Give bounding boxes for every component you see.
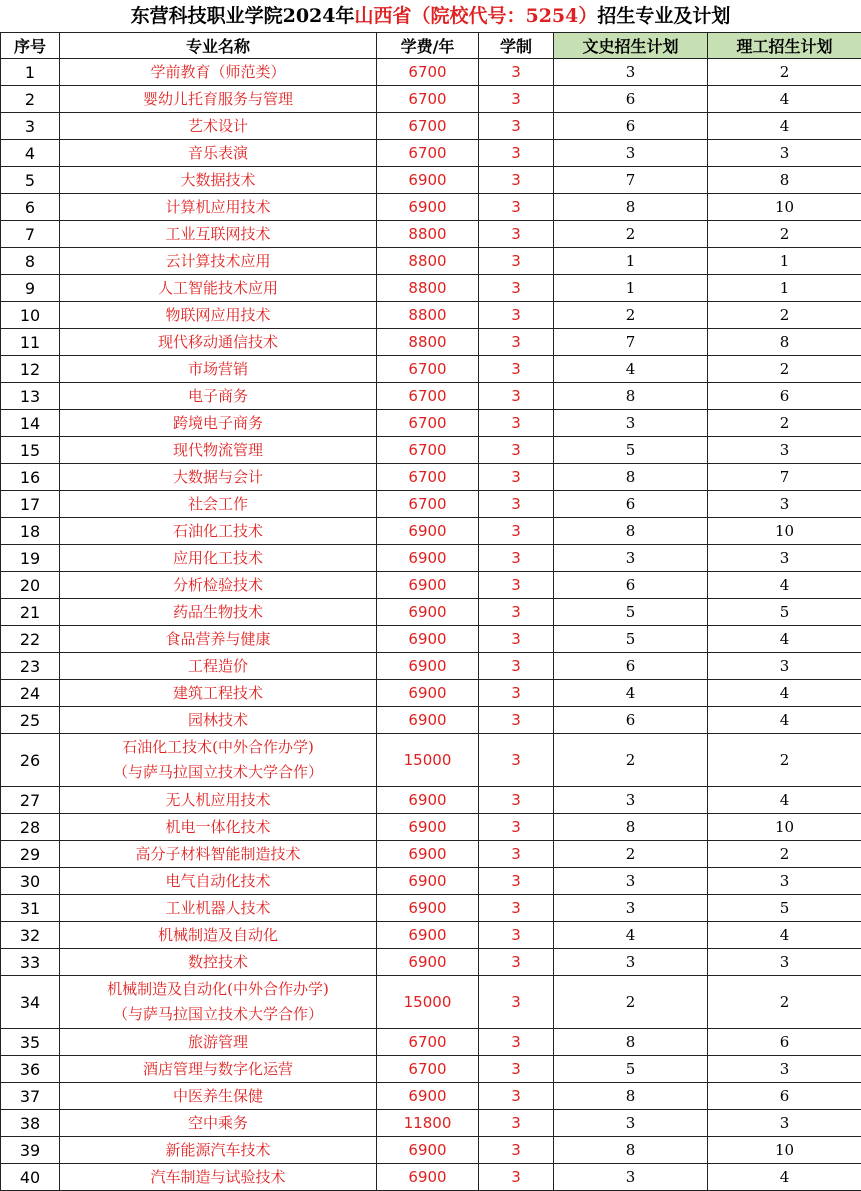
cell-fee: 6900 xyxy=(377,680,479,707)
cell-seq: 35 xyxy=(1,1029,60,1056)
cell-major-name: 工业互联网技术 xyxy=(60,221,377,248)
cell-seq: 11 xyxy=(1,329,60,356)
title-part-province: 山西省（院校代号：5254） xyxy=(354,5,597,27)
cell-duration: 3 xyxy=(479,167,554,194)
cell-ligong-plan: 4 xyxy=(708,680,861,707)
cell-fee: 6900 xyxy=(377,1164,479,1191)
cell-duration: 3 xyxy=(479,814,554,841)
cell-ligong-plan: 1 xyxy=(708,248,861,275)
cell-major-name: 现代移动通信技术 xyxy=(60,329,377,356)
title-part-suffix: 招生专业及计划 xyxy=(597,5,730,27)
cell-ligong-plan: 3 xyxy=(708,949,861,976)
cell-major-name: 机电一体化技术 xyxy=(60,814,377,841)
table-body xyxy=(1,59,861,1191)
cell-fee: 6900 xyxy=(377,518,479,545)
cell-duration: 3 xyxy=(479,734,554,787)
cell-wenshi-plan: 6 xyxy=(554,491,708,518)
cell-duration: 3 xyxy=(479,949,554,976)
table-row xyxy=(1,194,861,221)
cell-wenshi-plan: 2 xyxy=(554,734,708,787)
cell-ligong-plan: 3 xyxy=(708,868,861,895)
table-row xyxy=(1,734,861,787)
cell-major-name: 婴幼儿托育服务与管理 xyxy=(60,86,377,113)
cell-duration: 3 xyxy=(479,221,554,248)
cell-fee: 6900 xyxy=(377,572,479,599)
cell-ligong-plan: 10 xyxy=(708,194,861,221)
table-row xyxy=(1,302,861,329)
cell-duration: 3 xyxy=(479,599,554,626)
cell-wenshi-plan: 4 xyxy=(554,356,708,383)
cell-wenshi-plan: 8 xyxy=(554,1137,708,1164)
cell-ligong-plan: 3 xyxy=(708,1110,861,1137)
cell-ligong-plan: 4 xyxy=(708,572,861,599)
cell-wenshi-plan: 8 xyxy=(554,518,708,545)
cell-fee: 6900 xyxy=(377,1083,479,1110)
cell-duration: 3 xyxy=(479,868,554,895)
cell-fee: 6900 xyxy=(377,626,479,653)
cell-seq: 14 xyxy=(1,410,60,437)
cell-fee: 8800 xyxy=(377,221,479,248)
cell-major-name: 市场营销 xyxy=(60,356,377,383)
header-row xyxy=(1,33,861,59)
cell-ligong-plan: 3 xyxy=(708,545,861,572)
cell-duration: 3 xyxy=(479,437,554,464)
cell-wenshi-plan: 3 xyxy=(554,140,708,167)
cell-major-name: 机械制造及自动化 xyxy=(60,922,377,949)
cell-seq: 36 xyxy=(1,1056,60,1083)
cell-ligong-plan: 3 xyxy=(708,140,861,167)
cell-major-name: 空中乘务 xyxy=(60,1110,377,1137)
cell-ligong-plan: 5 xyxy=(708,895,861,922)
cell-fee: 6900 xyxy=(377,949,479,976)
cell-seq: 13 xyxy=(1,383,60,410)
cell-fee: 15000 xyxy=(377,734,479,787)
cell-seq: 21 xyxy=(1,599,60,626)
cell-seq: 39 xyxy=(1,1137,60,1164)
cell-seq: 1 xyxy=(1,59,60,86)
table-row xyxy=(1,329,861,356)
cell-fee: 6700 xyxy=(377,437,479,464)
table-row xyxy=(1,1083,861,1110)
cell-wenshi-plan: 8 xyxy=(554,1029,708,1056)
cell-major-name: 园林技术 xyxy=(60,707,377,734)
cell-major-name: 大数据技术 xyxy=(60,167,377,194)
cell-wenshi-plan: 2 xyxy=(554,841,708,868)
cell-wenshi-plan: 5 xyxy=(554,599,708,626)
cell-ligong-plan: 3 xyxy=(708,437,861,464)
cell-duration: 3 xyxy=(479,707,554,734)
cell-wenshi-plan: 8 xyxy=(554,464,708,491)
table-row xyxy=(1,491,861,518)
cell-wenshi-plan: 4 xyxy=(554,922,708,949)
cell-duration: 3 xyxy=(479,895,554,922)
cell-major-name: 石油化工技术 xyxy=(60,518,377,545)
cell-fee: 6700 xyxy=(377,356,479,383)
cell-wenshi-plan: 6 xyxy=(554,707,708,734)
cell-seq: 24 xyxy=(1,680,60,707)
cell-major-name: 药品生物技术 xyxy=(60,599,377,626)
cell-major-name: 汽车制造与试验技术 xyxy=(60,1164,377,1191)
table-row xyxy=(1,895,861,922)
cell-wenshi-plan: 1 xyxy=(554,248,708,275)
cell-major-name: 学前教育（师范类） xyxy=(60,59,377,86)
cell-seq: 37 xyxy=(1,1083,60,1110)
cell-wenshi-plan: 3 xyxy=(554,410,708,437)
cell-major-name: 中医养生保健 xyxy=(60,1083,377,1110)
header-fee: 学费/年 xyxy=(377,33,479,59)
cell-major-name: 食品营养与健康 xyxy=(60,626,377,653)
header-wenshi-plan: 文史招生计划 xyxy=(554,33,708,59)
cell-duration: 3 xyxy=(479,572,554,599)
major-name-line: 机械制造及自动化(中外合作办学) xyxy=(60,977,376,1002)
cell-seq: 32 xyxy=(1,922,60,949)
table-row xyxy=(1,814,861,841)
table-row xyxy=(1,653,861,680)
cell-ligong-plan: 2 xyxy=(708,302,861,329)
cell-ligong-plan: 4 xyxy=(708,113,861,140)
table-row xyxy=(1,275,861,302)
cell-duration: 3 xyxy=(479,140,554,167)
cell-seq: 34 xyxy=(1,976,60,1029)
cell-wenshi-plan: 4 xyxy=(554,680,708,707)
cell-major-name: 云计算技术应用 xyxy=(60,248,377,275)
cell-duration: 3 xyxy=(479,248,554,275)
cell-ligong-plan: 2 xyxy=(708,734,861,787)
cell-fee: 6700 xyxy=(377,113,479,140)
cell-ligong-plan: 10 xyxy=(708,1137,861,1164)
cell-fee: 6700 xyxy=(377,491,479,518)
table-row xyxy=(1,1056,861,1083)
table-row xyxy=(1,976,861,1029)
cell-major-name: 高分子材料智能制造技术 xyxy=(60,841,377,868)
header-duration: 学制 xyxy=(479,33,554,59)
header-major: 专业名称 xyxy=(60,33,377,59)
cell-wenshi-plan: 5 xyxy=(554,1056,708,1083)
cell-seq: 31 xyxy=(1,895,60,922)
major-name-line: 石油化工技术(中外合作办学) xyxy=(60,735,376,760)
cell-fee: 6900 xyxy=(377,545,479,572)
cell-wenshi-plan: 2 xyxy=(554,221,708,248)
cell-duration: 3 xyxy=(479,653,554,680)
cell-fee: 6700 xyxy=(377,59,479,86)
cell-ligong-plan: 4 xyxy=(708,707,861,734)
cell-ligong-plan: 5 xyxy=(708,599,861,626)
cell-major-name: 新能源汽车技术 xyxy=(60,1137,377,1164)
cell-duration: 3 xyxy=(479,464,554,491)
cell-major-name: 应用化工技术 xyxy=(60,545,377,572)
table-row xyxy=(1,464,861,491)
cell-major-name: 音乐表演 xyxy=(60,140,377,167)
cell-seq: 9 xyxy=(1,275,60,302)
cell-fee: 6900 xyxy=(377,1137,479,1164)
cell-major-name: 工程造价 xyxy=(60,653,377,680)
title-part-school: 东营科技职业学院2024年 xyxy=(131,5,355,27)
cell-seq: 10 xyxy=(1,302,60,329)
cell-seq: 4 xyxy=(1,140,60,167)
cell-fee: 15000 xyxy=(377,976,479,1029)
table-row xyxy=(1,707,861,734)
table-row xyxy=(1,572,861,599)
cell-wenshi-plan: 3 xyxy=(554,895,708,922)
header-seq: 序号 xyxy=(1,33,60,59)
table-row xyxy=(1,1029,861,1056)
cell-wenshi-plan: 3 xyxy=(554,59,708,86)
cell-fee: 6700 xyxy=(377,86,479,113)
cell-fee: 6900 xyxy=(377,841,479,868)
cell-fee: 6900 xyxy=(377,194,479,221)
table-row xyxy=(1,1137,861,1164)
cell-fee: 8800 xyxy=(377,329,479,356)
cell-duration: 3 xyxy=(479,1083,554,1110)
cell-seq: 19 xyxy=(1,545,60,572)
cell-wenshi-plan: 1 xyxy=(554,275,708,302)
cell-fee: 6700 xyxy=(377,1056,479,1083)
table-row xyxy=(1,86,861,113)
cell-duration: 3 xyxy=(479,194,554,221)
cell-seq: 8 xyxy=(1,248,60,275)
cell-major-name xyxy=(60,734,377,787)
cell-fee: 6900 xyxy=(377,868,479,895)
cell-wenshi-plan: 6 xyxy=(554,653,708,680)
table-row xyxy=(1,383,861,410)
cell-seq: 38 xyxy=(1,1110,60,1137)
cell-seq: 26 xyxy=(1,734,60,787)
cell-duration: 3 xyxy=(479,841,554,868)
cell-major-name: 现代物流管理 xyxy=(60,437,377,464)
cell-wenshi-plan: 3 xyxy=(554,949,708,976)
cell-duration: 3 xyxy=(479,356,554,383)
enrollment-table xyxy=(0,32,861,1191)
cell-seq: 30 xyxy=(1,868,60,895)
cell-wenshi-plan: 3 xyxy=(554,787,708,814)
cell-duration: 3 xyxy=(479,545,554,572)
cell-seq: 29 xyxy=(1,841,60,868)
cell-major-name: 分析检验技术 xyxy=(60,572,377,599)
cell-seq: 22 xyxy=(1,626,60,653)
cell-ligong-plan: 4 xyxy=(708,626,861,653)
cell-ligong-plan: 2 xyxy=(708,976,861,1029)
cell-wenshi-plan: 7 xyxy=(554,167,708,194)
cell-ligong-plan: 4 xyxy=(708,787,861,814)
table-row xyxy=(1,59,861,86)
table-row xyxy=(1,626,861,653)
cell-fee: 6700 xyxy=(377,1029,479,1056)
cell-ligong-plan: 2 xyxy=(708,59,861,86)
cell-major-name: 跨境电子商务 xyxy=(60,410,377,437)
cell-duration: 3 xyxy=(479,1056,554,1083)
cell-seq: 27 xyxy=(1,787,60,814)
cell-duration: 3 xyxy=(479,1110,554,1137)
cell-seq: 5 xyxy=(1,167,60,194)
cell-wenshi-plan: 2 xyxy=(554,302,708,329)
cell-fee: 8800 xyxy=(377,275,479,302)
cell-duration: 3 xyxy=(479,59,554,86)
cell-duration: 3 xyxy=(479,626,554,653)
cell-fee: 6700 xyxy=(377,464,479,491)
cell-fee: 6900 xyxy=(377,167,479,194)
cell-seq: 15 xyxy=(1,437,60,464)
cell-seq: 2 xyxy=(1,86,60,113)
cell-fee: 6700 xyxy=(377,140,479,167)
cell-fee: 6900 xyxy=(377,787,479,814)
table-row xyxy=(1,248,861,275)
cell-wenshi-plan: 6 xyxy=(554,572,708,599)
page-title xyxy=(0,0,861,32)
cell-fee: 8800 xyxy=(377,248,479,275)
major-partner-line: （与萨马拉国立技术大学合作） xyxy=(60,1002,376,1027)
cell-fee: 11800 xyxy=(377,1110,479,1137)
cell-wenshi-plan: 8 xyxy=(554,383,708,410)
cell-wenshi-plan: 8 xyxy=(554,814,708,841)
cell-fee: 6900 xyxy=(377,599,479,626)
cell-wenshi-plan: 3 xyxy=(554,1110,708,1137)
cell-major-name: 数控技术 xyxy=(60,949,377,976)
cell-major-name: 大数据与会计 xyxy=(60,464,377,491)
cell-seq: 6 xyxy=(1,194,60,221)
cell-seq: 3 xyxy=(1,113,60,140)
cell-duration: 3 xyxy=(479,275,554,302)
cell-seq: 40 xyxy=(1,1164,60,1191)
table-row xyxy=(1,221,861,248)
major-partner-line: （与萨马拉国立技术大学合作） xyxy=(60,760,376,785)
table-row xyxy=(1,518,861,545)
table-row xyxy=(1,437,861,464)
cell-major-name: 工业机器人技术 xyxy=(60,895,377,922)
header-ligong-plan: 理工招生计划 xyxy=(708,33,861,59)
cell-ligong-plan: 6 xyxy=(708,1083,861,1110)
cell-seq: 23 xyxy=(1,653,60,680)
cell-duration: 3 xyxy=(479,1164,554,1191)
cell-wenshi-plan: 5 xyxy=(554,437,708,464)
cell-duration: 3 xyxy=(479,86,554,113)
cell-wenshi-plan: 7 xyxy=(554,329,708,356)
cell-ligong-plan: 4 xyxy=(708,922,861,949)
cell-seq: 12 xyxy=(1,356,60,383)
cell-seq: 20 xyxy=(1,572,60,599)
cell-duration: 3 xyxy=(479,1029,554,1056)
table-row xyxy=(1,356,861,383)
cell-seq: 33 xyxy=(1,949,60,976)
cell-ligong-plan: 1 xyxy=(708,275,861,302)
cell-major-name xyxy=(60,976,377,1029)
cell-duration: 3 xyxy=(479,787,554,814)
cell-fee: 6900 xyxy=(377,653,479,680)
cell-fee: 6900 xyxy=(377,814,479,841)
cell-wenshi-plan: 5 xyxy=(554,626,708,653)
cell-seq: 28 xyxy=(1,814,60,841)
table-row xyxy=(1,140,861,167)
cell-ligong-plan: 6 xyxy=(708,383,861,410)
cell-major-name: 旅游管理 xyxy=(60,1029,377,1056)
cell-duration: 3 xyxy=(479,410,554,437)
cell-ligong-plan: 10 xyxy=(708,814,861,841)
cell-major-name: 艺术设计 xyxy=(60,113,377,140)
cell-wenshi-plan: 2 xyxy=(554,976,708,1029)
cell-ligong-plan: 3 xyxy=(708,1056,861,1083)
table-row xyxy=(1,680,861,707)
cell-wenshi-plan: 3 xyxy=(554,1164,708,1191)
cell-major-name: 建筑工程技术 xyxy=(60,680,377,707)
cell-major-name: 酒店管理与数字化运营 xyxy=(60,1056,377,1083)
cell-ligong-plan: 2 xyxy=(708,410,861,437)
cell-wenshi-plan: 6 xyxy=(554,86,708,113)
cell-ligong-plan: 3 xyxy=(708,653,861,680)
cell-duration: 3 xyxy=(479,491,554,518)
cell-major-name: 无人机应用技术 xyxy=(60,787,377,814)
cell-fee: 6700 xyxy=(377,410,479,437)
cell-wenshi-plan: 3 xyxy=(554,868,708,895)
cell-fee: 6900 xyxy=(377,895,479,922)
cell-fee: 6700 xyxy=(377,383,479,410)
cell-duration: 3 xyxy=(479,922,554,949)
cell-ligong-plan: 10 xyxy=(708,518,861,545)
cell-duration: 3 xyxy=(479,113,554,140)
cell-duration: 3 xyxy=(479,329,554,356)
cell-major-name: 人工智能技术应用 xyxy=(60,275,377,302)
table-row xyxy=(1,113,861,140)
cell-fee: 8800 xyxy=(377,302,479,329)
cell-seq: 18 xyxy=(1,518,60,545)
cell-ligong-plan: 2 xyxy=(708,841,861,868)
table-row xyxy=(1,949,861,976)
table-row xyxy=(1,868,861,895)
cell-wenshi-plan: 6 xyxy=(554,113,708,140)
cell-duration: 3 xyxy=(479,383,554,410)
table-row xyxy=(1,410,861,437)
cell-ligong-plan: 2 xyxy=(708,221,861,248)
cell-major-name: 电气自动化技术 xyxy=(60,868,377,895)
cell-wenshi-plan: 8 xyxy=(554,1083,708,1110)
cell-major-name: 电子商务 xyxy=(60,383,377,410)
cell-ligong-plan: 4 xyxy=(708,1164,861,1191)
table-row xyxy=(1,167,861,194)
cell-ligong-plan: 2 xyxy=(708,356,861,383)
cell-seq: 25 xyxy=(1,707,60,734)
cell-duration: 3 xyxy=(479,518,554,545)
cell-seq: 17 xyxy=(1,491,60,518)
table-row xyxy=(1,599,861,626)
table-row xyxy=(1,841,861,868)
cell-duration: 3 xyxy=(479,976,554,1029)
cell-ligong-plan: 4 xyxy=(708,86,861,113)
cell-fee: 6900 xyxy=(377,707,479,734)
cell-major-name: 计算机应用技术 xyxy=(60,194,377,221)
cell-ligong-plan: 8 xyxy=(708,329,861,356)
cell-fee: 6900 xyxy=(377,922,479,949)
cell-duration: 3 xyxy=(479,1137,554,1164)
cell-duration: 3 xyxy=(479,680,554,707)
cell-major-name: 社会工作 xyxy=(60,491,377,518)
cell-wenshi-plan: 8 xyxy=(554,194,708,221)
table-row xyxy=(1,787,861,814)
cell-wenshi-plan: 3 xyxy=(554,545,708,572)
cell-ligong-plan: 8 xyxy=(708,167,861,194)
cell-ligong-plan: 7 xyxy=(708,464,861,491)
table-row xyxy=(1,922,861,949)
cell-seq: 16 xyxy=(1,464,60,491)
table-row xyxy=(1,545,861,572)
cell-major-name: 物联网应用技术 xyxy=(60,302,377,329)
table-row xyxy=(1,1164,861,1191)
cell-ligong-plan: 3 xyxy=(708,491,861,518)
table-row xyxy=(1,1110,861,1137)
cell-seq: 7 xyxy=(1,221,60,248)
cell-duration: 3 xyxy=(479,302,554,329)
cell-ligong-plan: 6 xyxy=(708,1029,861,1056)
